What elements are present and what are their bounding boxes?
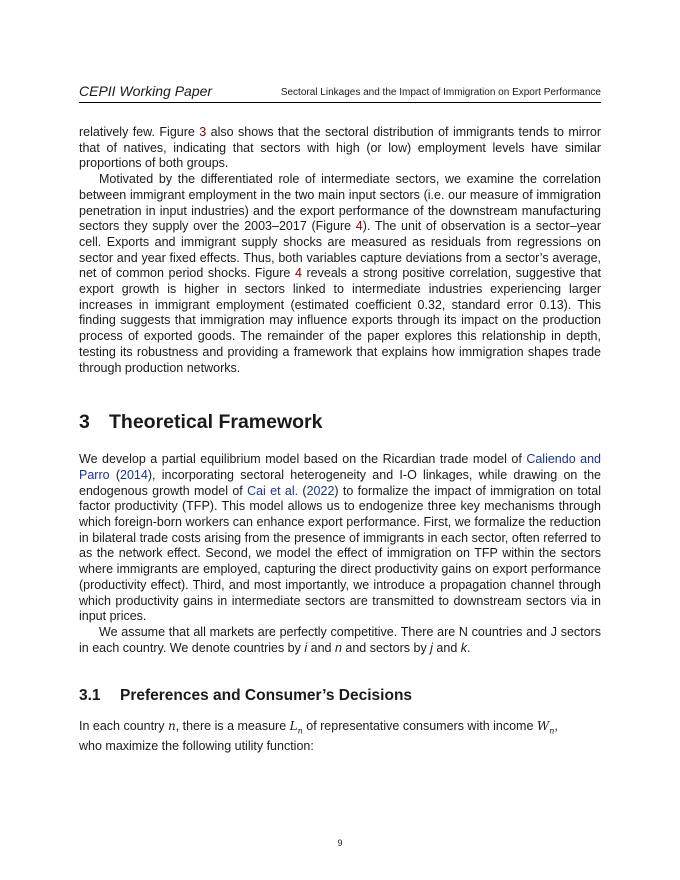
citation-year-2014[interactable]: 2014 — [120, 467, 148, 482]
section-heading-3 — [79, 410, 601, 434]
section-title: Theoretical Framework — [109, 411, 323, 434]
paper-title: Sectoral Linkages and the Impact of Immigration on Export Performance — [280, 87, 601, 98]
citation-year-2022[interactable]: 2022 — [306, 483, 335, 498]
page-body — [79, 125, 601, 755]
subsection-heading-3-1 — [79, 686, 601, 706]
section-3-paragraph-2: We assume that all markets are perfectly competitive. There are N countries and J sectors in each country. We denote countries by i and n and sectors by j and k. — [79, 624, 601, 655]
citation-cai-et-al[interactable]: Cai et al. — [247, 483, 299, 498]
math-W-n: $W_n$ — [536, 719, 555, 736]
subsection-number: 3.1 — [79, 687, 101, 705]
figure-4-link[interactable]: 4 — [294, 266, 302, 281]
intro-paragraph-2: Motivated by the differentiated role of intermediate sectors, we examine the correlation between immigrant employment in the two main input sectors (i.e. our measure of immigration penetration in input industries) and the export performance of the downstream manufacturing sectors they supply over the 2003–2017 (Figure 4). The unit of observation is a sector–year cell. Exports and immigrant supply shocks are measured as residuals from regressions on sector and year fixed effects. Thus, both variables capture deviations from a sector’s average, net of common period shocks. Figure 4 reveals a strong positive correlation, suggestive that export growth is higher in sectors linked to intermediate industries experiencing larger increases in immigrant employment (estimated coefficient 0.32, standard error 0.13). This finding suggests that immigration may influence exports through its impact on the production process of exported goods. The remainder of the paper explores this relationship in depth, testing its robustness and providing a framework that explains how immigration shapes trade through production networks. — [79, 172, 602, 375]
citation-caliendo-parro[interactable]: Caliendo and Parro — [79, 452, 602, 482]
section-3-paragraph-1: We develop a partial equilibrium model based on the Ricardian trade model of Caliendo and Parro (2014), incorporating sectoral heterogeneity and I-O linkages, while drawing on the endogenous growth model of Cai et al. (2022) to formalize the impact of immigration on total factor productivity (TFP). This model allows us to endogenize three key mechanisms through which foreign-born workers can enhance export performance. First, we formalize the reduction in bilateral trade costs arising from the presence of immigrants in each sector, often referred to as the network effect. Second, we model the effect of immigration on TFP within the sectors where immigrants are employed, capturing the direct productivity gains on export performance (productivity effect). Third, and most importantly, we introduce a propagation channel through which productivity gains in intermediate sectors are transmitted to downstream sectors via in input prices. — [79, 452, 602, 624]
subsection-paragraph-1: In each country n, there is a measure $L_n$ of representative consumers with income $W_n$, who maximize the following utility function: — [79, 719, 558, 754]
figure-3-link[interactable]: 3 — [199, 125, 207, 139]
math-L-n: $L_n$ — [289, 719, 303, 736]
subsection-title: Preferences and Consumer’s Decisions — [120, 687, 413, 705]
math-n: n — [167, 719, 176, 734]
figure-4-link[interactable]: 4 — [355, 219, 363, 234]
running-header — [79, 82, 601, 103]
section-number: 3 — [79, 411, 90, 434]
page-number: 9 — [337, 838, 343, 848]
intro-paragraph-1: relatively few. Figure 3 also shows that the sectoral distribution of immigrants tends to mirror that of natives, indicating that sectors with high (or low) employment levels have similar proportions of both groups. — [79, 125, 601, 171]
journal-name: CEPII Working Paper — [79, 83, 213, 99]
